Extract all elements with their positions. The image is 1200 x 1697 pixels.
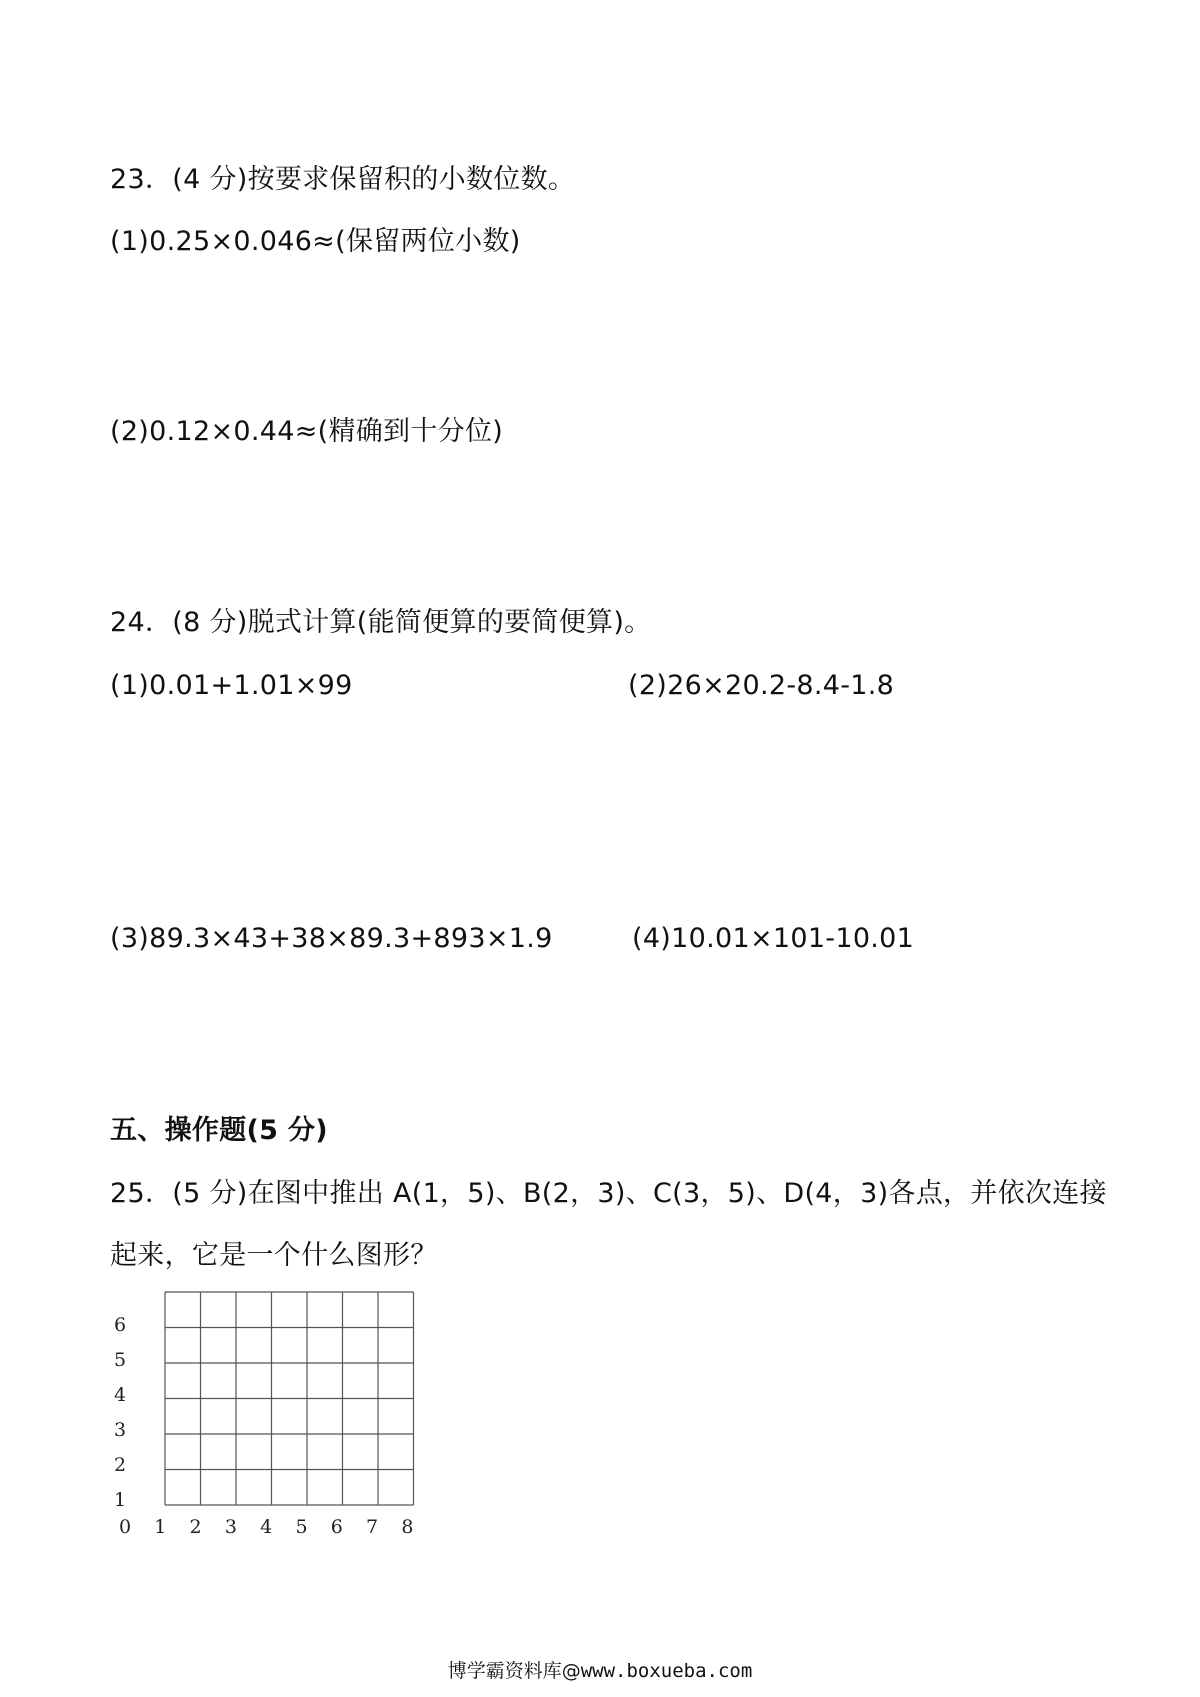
y-axis-label: 2 [113, 1454, 127, 1476]
x-axis-label: 7 [366, 1516, 379, 1536]
section-5-heading: 五、操作题(5 分) [110, 1115, 328, 1146]
x-axis-label: 8 [401, 1516, 414, 1536]
x-axis-label: 4 [260, 1516, 273, 1536]
x-axis-label: 3 [224, 1516, 237, 1536]
x-axis-label: 6 [330, 1516, 343, 1536]
footer [0, 1662, 1200, 1681]
y-axis-label: 4 [113, 1384, 127, 1406]
q24-title: 24．(8 分)脱式计算(能简便算的要简便算)。 [110, 607, 652, 638]
y-axis-label: 3 [113, 1419, 127, 1441]
q23-title: 23．(4 分)按要求保留积的小数位数。 [110, 164, 576, 195]
q23-part1: (1)0.25×0.046≈(保留两位小数) [110, 226, 521, 257]
q25-line1: 25．(5 分)在图中推出 A(1，5)、B(2，3)、C(3，5)、D(4，3)各点，并依次连接 [110, 1178, 1107, 1209]
y-axis-label: 6 [113, 1314, 127, 1336]
footer-site: 博学霸资料库@ [447, 1660, 581, 1682]
footer-url: www.boxueba.com [580, 1660, 753, 1682]
x-axis-label: 0 [118, 1516, 132, 1536]
x-axis-label: 2 [189, 1516, 202, 1536]
q24-part1: (1)0.01+1.01×99 [110, 670, 353, 701]
x-axis-label: 1 [154, 1516, 167, 1536]
coordinate-grid [110, 1280, 430, 1536]
q24-part4: (4)10.01×101-10.01 [632, 923, 915, 954]
q23-part2: (2)0.12×0.44≈(精确到十分位) [110, 416, 504, 447]
y-axis-label: 5 [113, 1349, 127, 1371]
x-axis-label: 5 [295, 1516, 308, 1536]
q24-part3: (3)89.3×43+38×89.3+893×1.9 [110, 923, 553, 954]
q25-line2: 起来，它是一个什么图形？ [110, 1240, 438, 1271]
y-axis-label: 1 [113, 1489, 127, 1511]
q24-part2: (2)26×20.2-8.4-1.8 [628, 670, 895, 701]
